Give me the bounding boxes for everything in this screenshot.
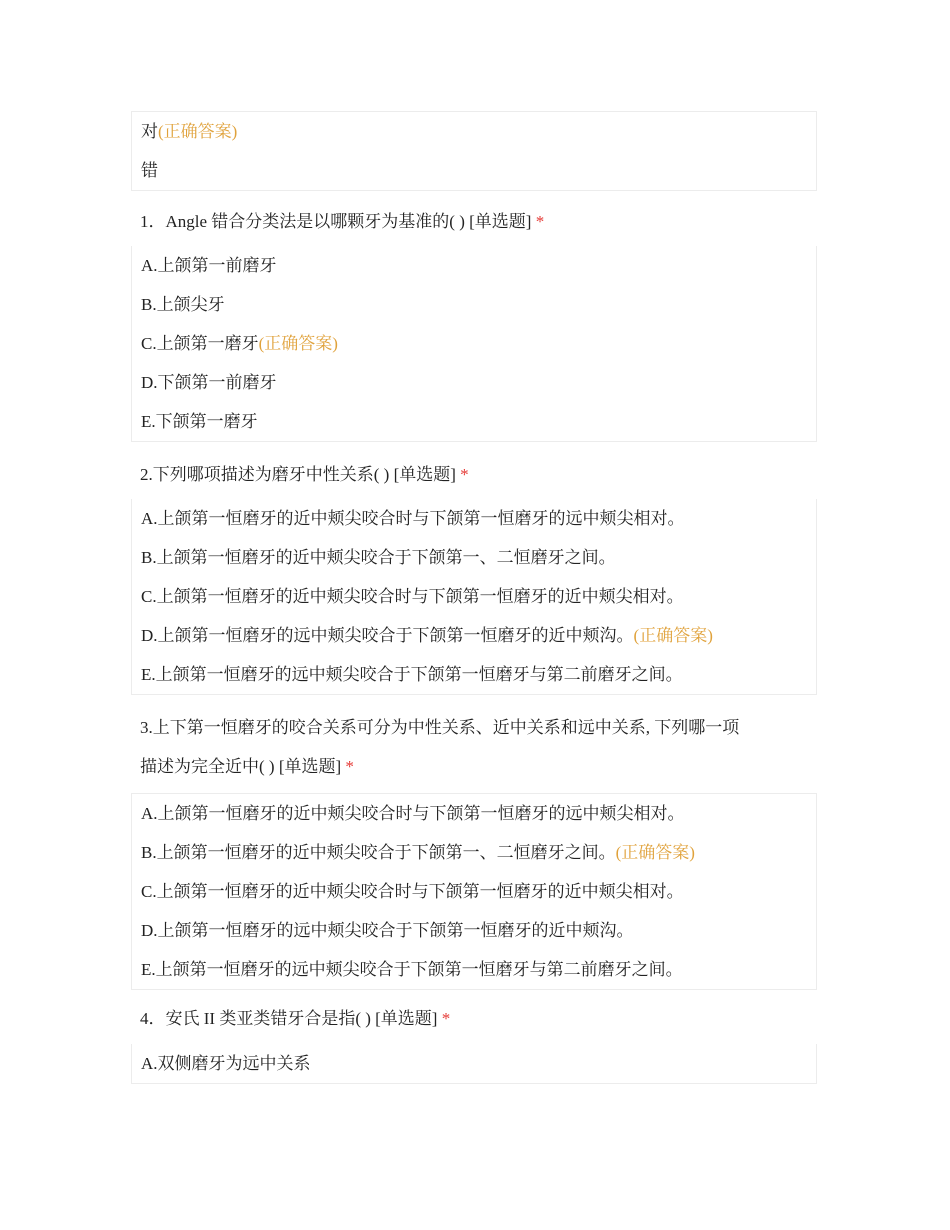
q3-option-c: [132, 872, 816, 911]
option-text: 错: [141, 161, 158, 180]
question-2-title: [140, 455, 810, 494]
q3-option-b: [132, 833, 816, 872]
option-text: E.上颌第一恒磨牙的远中颊尖咬合于下颌第一恒磨牙与第二前磨牙之间。: [141, 960, 683, 979]
option-text: D.上颌第一恒磨牙的远中颊尖咬合于下颌第一恒磨牙的近中颊沟。: [141, 626, 634, 645]
required-mark: *: [345, 757, 354, 776]
correct-answer-mark: (正确答案): [258, 334, 338, 353]
option-text: B.上颌尖牙: [141, 295, 225, 314]
option-text: D.上颌第一恒磨牙的远中颊尖咬合于下颌第一恒磨牙的近中颊沟。: [141, 921, 634, 940]
q1-option-b: [132, 285, 816, 324]
q2-option-c: [132, 577, 816, 616]
q1-option-e: [132, 402, 816, 441]
q2-option-e: [132, 655, 816, 694]
q2-option-a: [132, 499, 816, 538]
question-text-line-1: 3.上下第一恒磨牙的咬合关系可分为中性关系、近中关系和远中关系, 下列哪一项: [140, 718, 740, 737]
option-text: B.上颌第一恒磨牙的近中颊尖咬合于下颌第一、二恒磨牙之间。: [141, 548, 616, 567]
question-1-title: [140, 202, 810, 241]
question-text-line-2: 描述为完全近中( ) [单选题]: [140, 757, 342, 776]
option-text: C.上颌第一恒磨牙的近中颊尖咬合时与下颌第一恒磨牙的近中颊尖相对。: [141, 882, 684, 901]
q2-option-d: [132, 616, 816, 655]
q3-option-a: [132, 794, 816, 833]
q3-option-e: [132, 950, 816, 989]
option-true: [132, 112, 816, 151]
option-box-0: [131, 111, 817, 191]
option-text: A.上颌第一前磨牙: [141, 256, 277, 275]
q4-option-a: [132, 1044, 816, 1083]
question-text: 4．安氏 II 类亚类错牙合是指( ) [单选题]: [140, 1009, 438, 1028]
option-false: [132, 151, 816, 190]
required-mark: *: [441, 1009, 451, 1028]
option-text: A.上颌第一恒磨牙的近中颊尖咬合时与下颌第一恒磨牙的远中颊尖相对。: [141, 509, 685, 528]
question-text: 1．Angle 错合分类法是以哪颗牙为基准的( ) [单选题]: [140, 212, 532, 231]
q3-option-d: [132, 911, 816, 950]
option-text: 对: [141, 122, 158, 141]
correct-answer-mark: (正确答案): [158, 122, 238, 141]
option-box-3: [131, 793, 817, 990]
required-mark: *: [535, 212, 545, 231]
option-text: C.上颌第一磨牙: [141, 334, 259, 353]
option-text: B.上颌第一恒磨牙的近中颊尖咬合于下颌第一、二恒磨牙之间。: [141, 843, 616, 862]
option-box-4: [131, 1044, 817, 1084]
q2-option-b: [132, 538, 816, 577]
question-4-title: [140, 999, 810, 1038]
required-mark: *: [460, 465, 469, 484]
correct-answer-mark: (正确答案): [633, 626, 713, 645]
option-text: C.上颌第一恒磨牙的近中颊尖咬合时与下颌第一恒磨牙的近中颊尖相对。: [141, 587, 684, 606]
option-box-1: [131, 246, 817, 442]
option-text: E.下颌第一磨牙: [141, 412, 258, 431]
option-box-2: [131, 499, 817, 695]
option-text: D.下颌第一前磨牙: [141, 373, 277, 392]
question-text: 2.下列哪项描述为磨牙中性关系( ) [单选题]: [140, 465, 456, 484]
q1-option-a: [132, 246, 816, 285]
option-text: A.上颌第一恒磨牙的近中颊尖咬合时与下颌第一恒磨牙的远中颊尖相对。: [141, 804, 685, 823]
q1-option-c: [132, 324, 816, 363]
option-text: E.上颌第一恒磨牙的远中颊尖咬合于下颌第一恒磨牙与第二前磨牙之间。: [141, 665, 683, 684]
option-text: A.双侧磨牙为远中关系: [141, 1054, 311, 1073]
correct-answer-mark: (正确答案): [615, 843, 695, 862]
q1-option-d: [132, 363, 816, 402]
question-3-title: [140, 708, 810, 786]
